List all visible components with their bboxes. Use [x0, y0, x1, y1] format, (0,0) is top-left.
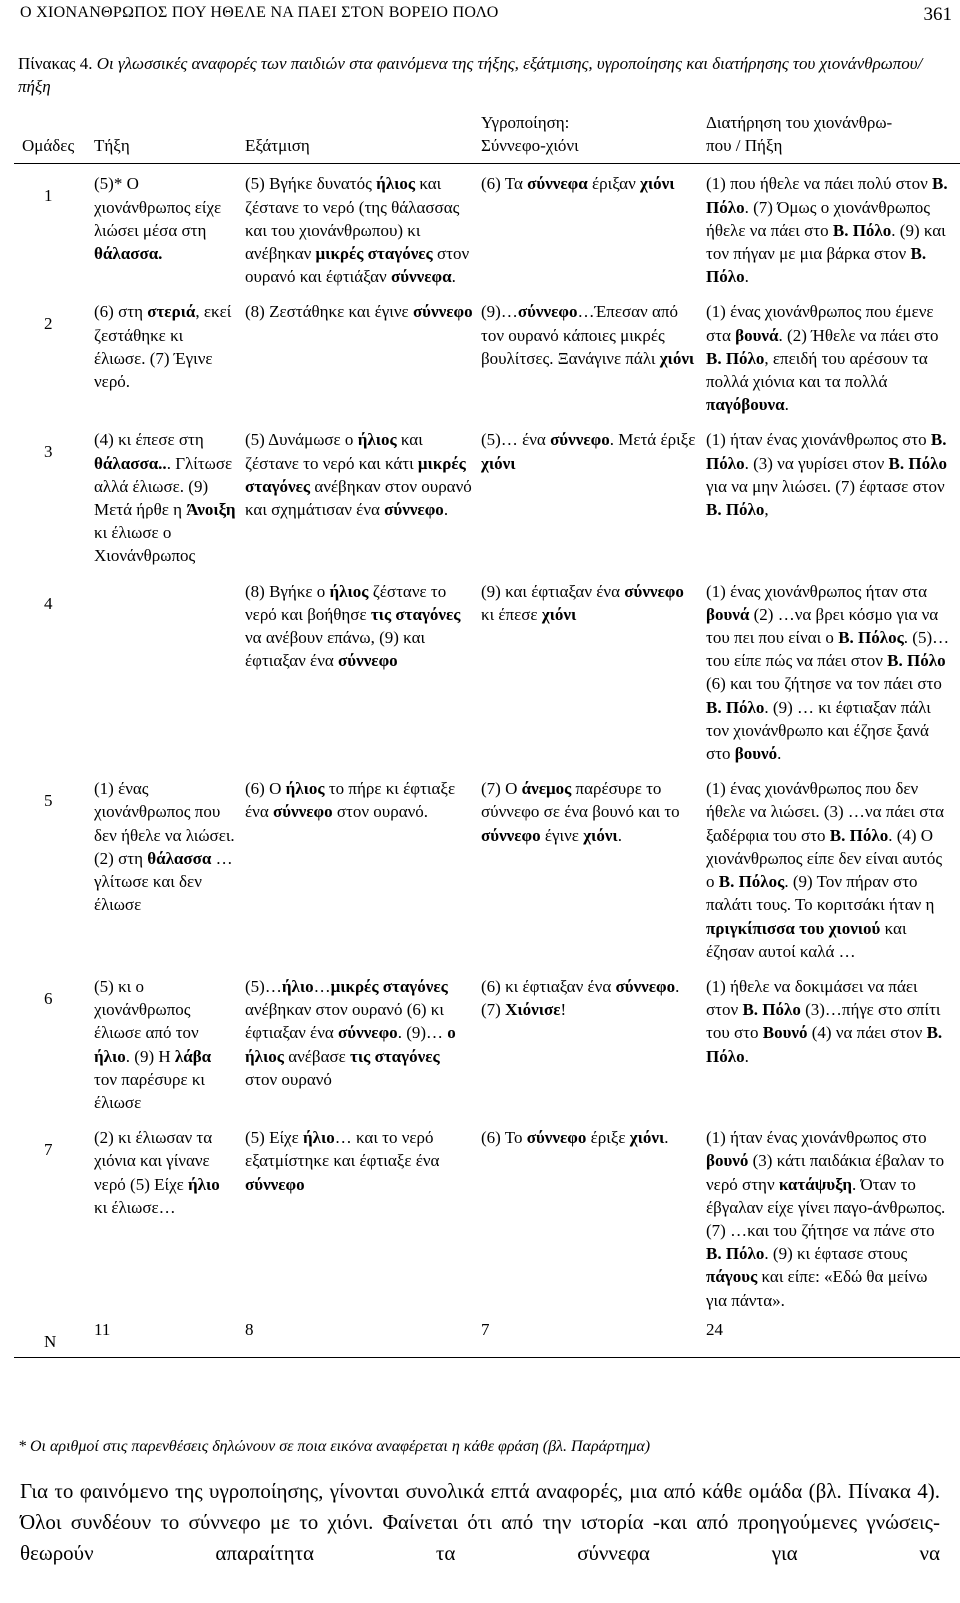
cell-preservation: (1) ήταν ένας χιονάνθρωπος στο βουνό (3) κάτι παιδάκια έβαλαν το νερό στην κατάψυξη. Όταν το έβγαλαν είχε γίνει παγο-άνθρωπος. (7) …και του ζήτησε να πάνε στο Β. Πόλο. (9) κι έφτασε στους πάγους και είπε: «Εδώ θα μείνω για πάντα». [706, 1128, 946, 1310]
table-row [14, 967, 960, 1118]
cell-condensation: (6) Τα σύννεφα έριξαν χιόνι [481, 174, 675, 194]
table-footnote: * Οι αριθμοί στις παρενθέσεις δηλώνουν σε ποια εικόνα αναφέρεται η κάθε φράση (βλ. Παράρτημα) [18, 1438, 651, 1455]
row-group-number: 5 [44, 791, 53, 811]
cell-preservation: (1) ήθελε να δοκιμάσει να πάει στον Β. Πόλο (3)…πήγε στο σπίτι του στο Βουνό (4) να πάει στον Β. Πόλο. [706, 976, 943, 1066]
table-row [14, 164, 960, 293]
cell-melting: (1) ένας χιονάνθρωπος που δεν ήθελε να λιώσει. (2) στη θάλασσα … γλίτωσε και δεν έλιωσε [94, 779, 235, 915]
header-preservation-line1: Διατήρηση του χιονάνθρω- [706, 113, 893, 132]
cell-melting: (4) κι έπεσε στη θάλασσα... Γλίτωσε αλλά έλιωσε. (9) Μετά ήρθε η Άνοιξη κι έλιωσε ο Χιονάνθρωπος [94, 430, 236, 566]
caption-text: Οι γλωσσικές αναφορές των παιδιών στα φαινόμενα της τήξης, εξάτμισης, υγροποίησης και διατήρησης του χιονάνθρωπου/πήξη [18, 54, 923, 96]
header-condensation [481, 111, 706, 164]
total-condensation: 7 [481, 1316, 706, 1358]
responses-table [14, 111, 960, 1358]
cell-melting [94, 572, 245, 770]
header-condensation-line1: Υγροποίηση: [481, 113, 570, 132]
row-group-number: 2 [44, 314, 53, 334]
cell-evaporation: (6) Ο ήλιος το πήρε κι έφτιαξε ένα σύννεφο στον ουρανό. [245, 779, 456, 822]
cell-condensation: (6) κι έφτιαξαν ένα σύννεφο. (7) Χιόνισε! [481, 976, 680, 1020]
row-group-number: 1 [44, 186, 53, 206]
cell-melting: (5) κι ο χιονάνθρωπος έλιωσε από τον ήλιο. (9) Η λάβα τον παρέσυρε κι έλιωσε [94, 976, 212, 1112]
cell-evaporation: (8) Ζεστάθηκε και έγινε σύννεφο [245, 302, 473, 322]
header-preservation [706, 111, 960, 164]
cell-preservation: (1) που ήθελε να πάει πολύ στον Β. Πόλο. (7) Όμως ο χιονάνθρωπος ήθελε να πάει στο Β. Πόλο. (9) και τον πήγαν με μια βάρκα στον Β. Πόλο. [706, 174, 948, 287]
page-number: 361 [923, 4, 952, 25]
cell-evaporation: (5) Δυνάμωσε ο ήλιος και ζέστανε το νερό και κάτι μικρές σταγόνες ανέβηκαν στον ουρανό και σχημάτισαν ένα σύννεφο. [245, 430, 472, 520]
row-group-number: 6 [44, 988, 53, 1008]
table-row [14, 769, 960, 967]
table-row [14, 572, 960, 770]
cell-condensation: (5)… ένα σύννεφο. Μετά έριξε χιόνι [481, 430, 696, 473]
totals-row [14, 1316, 960, 1358]
cell-condensation: (9) και έφτιαξαν ένα σύννεφο κι έπεσε χιόνι [481, 581, 684, 624]
table-body [14, 164, 960, 1358]
cell-melting: (5)* Ο χιονάνθρωπος είχε λιώσει μέσα στη θάλασσα. [94, 174, 222, 264]
table-row [14, 1118, 960, 1316]
cell-condensation: (6) Το σύννεφο έριξε χιόνι. [481, 1128, 669, 1148]
row-group-number: 4 [44, 593, 53, 613]
cell-preservation: (1) ένας χιονάνθρωπος που έμενε στα βουνά. (2) Ήθελε να πάει στο Β. Πόλο, επειδή του αρέσουν τα πολλά χιόνια και τα πολλά παγόβουνα. [706, 302, 939, 415]
total-preservation: 24 [706, 1316, 960, 1358]
row-group-number: 7 [44, 1140, 53, 1160]
cell-evaporation: (5)…ήλιο…μικρές σταγόνες ανέβηκαν στον ουρανό (6) κι έφτιαξαν ένα σύννεφο. (9)… ο ήλιος ανέβασε τις σταγόνες στον ουρανό [245, 976, 456, 1089]
header-condensation-line2: Σύννεφο-χιόνι [481, 136, 579, 156]
table-caption [18, 52, 948, 98]
total-melting: 11 [94, 1316, 245, 1358]
cell-evaporation: (5) Είχε ήλιο… και το νερό εξατμίστηκε και έφτιαξε ένα σύννεφο [245, 1128, 440, 1194]
header-groups: Ομάδες [14, 111, 94, 164]
body-paragraph: Για το φαινόμενο της υγροποίησης, γίνονται συνολικά επτά αναφορές, μια από κάθε ομάδα (βλ. Πίνακα 4). Όλοι συνδέουν το σύννεφο με το χιόνι. Φαίνεται ότι από την ιστορία -και από προηγούμενες γνώσεις- θεωρούν απαραίτητα τα σύννεφα για να [20, 1479, 940, 1565]
cell-preservation: (1) ήταν ένας χιονάνθρωπος στο Β. Πόλο. (3) να γυρίσει στον Β. Πόλο για να μην λιώσει. (7) έφτασε στον Β. Πόλο, [706, 430, 947, 520]
header-preservation-line2: που / Πήξη [706, 136, 783, 156]
running-head: Ο ΧΙΟΝΑΝΘΡΩΠΟΣ ΠΟΥ ΗΘΕΛΕ ΝΑ ΠΑΕΙ ΣΤΟΝ ΒΟΡΕΙΟ ΠΟΛΟ [20, 4, 499, 21]
cell-melting: (2) κι έλιωσαν τα χιόνια και γίνανε νερό (5) Είχε ήλιο κι έλιωσε… [94, 1128, 220, 1217]
cell-preservation: (1) ένας χιονάνθρωπος που δεν ήθελε να λιώσει. (3) …να πάει στα ξαδέρφια του στο Β. Πόλο. (4) Ο χιονάνθρωπος είπε δεν είναι αυτός ο Β. Πόλος. (9) Τον πήραν στο παλάτι τους. Το κοριτσάκι ήταν η πριγκίπισσα του χιονιού και έζησαν αυτοί καλά … [706, 779, 945, 961]
cell-melting: (6) στη στεριά, εκεί ζεστάθηκε κι έλιωσε. (7) Έγινε νερό. [94, 302, 232, 392]
row-group-number: 3 [44, 442, 53, 462]
cell-condensation: (7) Ο άνεμος παρέσυρε το σύννεφο σε ένα βουνό και το σύννεφο έγινε χιόνι. [481, 779, 680, 845]
table-row [14, 420, 960, 571]
total-evaporation: 8 [245, 1316, 481, 1358]
header-evaporation: Εξάτμιση [245, 111, 481, 164]
caption-label: Πίνακας 4. [18, 54, 93, 73]
cell-preservation: (1) ένας χιονάνθρωπος ήταν στα βουνά (2) …να βρει κόσμο για να του πει που είναι ο Β. Πόλος. (5)…του είπε πώς να πάει στον Β. Πόλο (6) και του ζήτησε να τον πάει στο Β. Πόλο. (9) … κι έφτιαξαν πάλι τον χιονάνθρωπο και έζησε ξανά στο βουνό. [706, 581, 950, 764]
header-melting: Τήξη [94, 111, 245, 164]
cell-evaporation: (5) Βγήκε δυνατός ήλιος και ζέστανε το νερό (της θάλασσας και του χιονάνθρωπου) κι ανέβηκαν μικρές σταγόνες στον ουρανό και έφτιάξαν σύννεφα. [245, 174, 470, 287]
totals-label: N [14, 1316, 94, 1358]
table-header-row [14, 111, 960, 164]
cell-condensation: (9)…σύννεφο…Έπεσαν από τον ουρανό κάποιες μικρές βουλίτσες. Ξανάγινε πάλι χιόνι [481, 302, 695, 368]
cell-evaporation: (8) Βγήκε ο ήλιος ζέστανε το νερό και βοήθησε τις σταγόνες να ανέβουν επάνω, (9) και έφτιαξαν ένα σύννεφο [245, 581, 461, 671]
table-row [14, 292, 960, 420]
